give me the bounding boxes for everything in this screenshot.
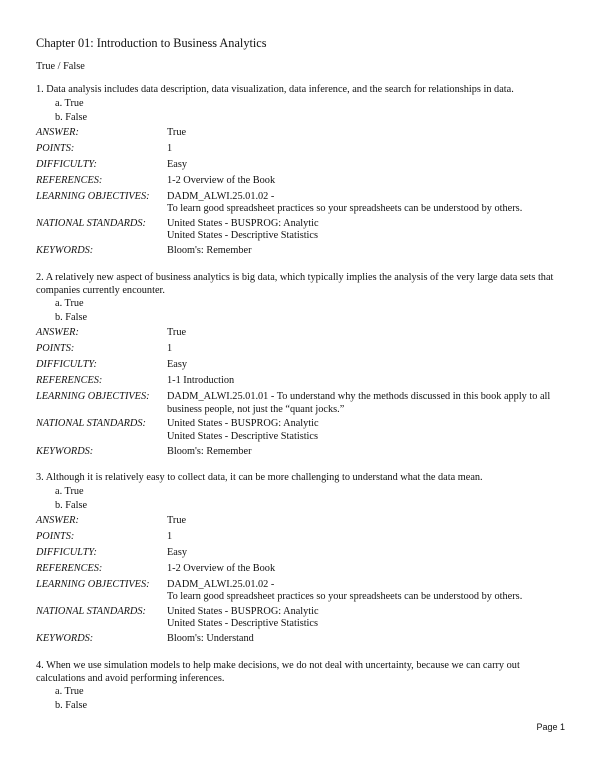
choice-b: b. False bbox=[55, 700, 88, 712]
points-row bbox=[36, 529, 564, 545]
answer-row bbox=[36, 513, 564, 529]
learning-objectives-label: LEARNING OBJECTIVES: bbox=[36, 391, 150, 403]
national-standards-label: NATIONAL STANDARDS: bbox=[36, 217, 146, 229]
choice-a: a. True bbox=[55, 686, 84, 698]
national-standards-value bbox=[167, 416, 564, 443]
national-standard-line: United States - Descriptive Statistics bbox=[167, 430, 318, 442]
difficulty-label: DIFFICULTY: bbox=[36, 158, 97, 170]
difficulty-row bbox=[36, 357, 564, 373]
chapter-title: Chapter 01: Introduction to Business Analytics bbox=[36, 36, 267, 50]
references-label: REFERENCES: bbox=[36, 174, 103, 186]
learning-objective-line: DADM_ALWI.25.01.01 - To understand why the methods discussed in this book apply to all business people, not just the “quant jocks.” bbox=[167, 391, 551, 415]
question-text: 2. A relatively new aspect of business analytics is big data, which typically implies the analysis of the very large data sets that companies currently encounter. bbox=[36, 272, 554, 296]
learning-objectives-label: LEARNING OBJECTIVES: bbox=[36, 578, 150, 590]
keywords-row bbox=[36, 444, 564, 460]
national-standards-row bbox=[36, 416, 564, 443]
national-standards-label: NATIONAL STANDARDS: bbox=[36, 418, 146, 430]
references-value: 1-1 Introduction bbox=[167, 375, 235, 387]
difficulty-value: Easy bbox=[167, 359, 188, 371]
references-value: 1-2 Overview of the Book bbox=[167, 174, 276, 186]
question-3 bbox=[36, 472, 564, 647]
answer-label: ANSWER: bbox=[36, 514, 79, 526]
choice-b: b. False bbox=[55, 312, 88, 324]
question-4 bbox=[36, 660, 564, 713]
references-label: REFERENCES: bbox=[36, 562, 103, 574]
learning-objectives-row bbox=[36, 389, 564, 416]
references-value: 1-2 Overview of the Book bbox=[167, 562, 276, 574]
question-text: 3. Although it is relatively easy to collect data, it can be more challenging to understand what the data mean. bbox=[36, 472, 483, 483]
national-standard-line: United States - Descriptive Statistics bbox=[167, 618, 318, 630]
keywords-label: KEYWORDS: bbox=[36, 244, 94, 256]
difficulty-label: DIFFICULTY: bbox=[36, 546, 97, 558]
learning-objective-line: To learn good spreadsheet practices so your spreadsheets can be understood by others. bbox=[167, 591, 523, 603]
question-text: 4. When we use simulation models to help make decisions, we do not deal with uncertainty, because we can carry out calculations and avoid performing inferences. bbox=[36, 660, 520, 684]
answer-value: True bbox=[167, 514, 187, 526]
difficulty-value: Easy bbox=[167, 158, 188, 170]
keywords-label: KEYWORDS: bbox=[36, 632, 94, 644]
national-standards-row bbox=[36, 216, 564, 243]
answer-label: ANSWER: bbox=[36, 126, 79, 138]
references-row bbox=[36, 373, 564, 389]
difficulty-row bbox=[36, 545, 564, 561]
points-label: POINTS: bbox=[36, 343, 75, 355]
references-label: REFERENCES: bbox=[36, 375, 103, 387]
points-label: POINTS: bbox=[36, 530, 75, 542]
learning-objectives-row bbox=[36, 577, 564, 604]
points-label: POINTS: bbox=[36, 142, 75, 154]
difficulty-row bbox=[36, 157, 564, 173]
national-standards-value bbox=[167, 216, 564, 243]
national-standard-line: United States - BUSPROG: Analytic bbox=[167, 418, 319, 430]
points-row bbox=[36, 341, 564, 357]
question-2 bbox=[36, 272, 564, 460]
references-row bbox=[36, 561, 564, 577]
choice-a: a. True bbox=[55, 97, 84, 109]
learning-objective-line: To learn good spreadsheet practices so your spreadsheets can be understood by others. bbox=[167, 203, 523, 215]
national-standards-label: NATIONAL STANDARDS: bbox=[36, 605, 146, 617]
keywords-value: Bloom's: Understand bbox=[167, 632, 254, 644]
references-row bbox=[36, 173, 564, 189]
points-value: 1 bbox=[167, 343, 173, 355]
learning-objectives-value bbox=[167, 189, 564, 216]
section-label: True / False bbox=[36, 61, 85, 72]
keywords-value: Bloom's: Remember bbox=[167, 244, 252, 256]
keywords-row bbox=[36, 243, 564, 259]
answer-value: True bbox=[167, 327, 187, 339]
learning-objective-line: DADM_ALWI.25.01.02 - bbox=[167, 190, 275, 202]
difficulty-label: DIFFICULTY: bbox=[36, 359, 97, 371]
learning-objective-line: DADM_ALWI.25.01.02 - bbox=[167, 578, 275, 590]
learning-objectives-row bbox=[36, 189, 564, 216]
national-standards-row bbox=[36, 604, 564, 631]
page-number: Page 1 bbox=[536, 722, 565, 732]
question-text: 1. Data analysis includes data description, data visualization, data inference, and the search for relationships in data. bbox=[36, 84, 514, 95]
choice-a: a. True bbox=[55, 298, 84, 310]
national-standard-line: United States - BUSPROG: Analytic bbox=[167, 217, 319, 229]
choice-a: a. True bbox=[55, 485, 84, 497]
learning-objectives-value bbox=[167, 389, 564, 416]
keywords-row bbox=[36, 631, 564, 647]
choice-b: b. False bbox=[55, 111, 88, 123]
keywords-value: Bloom's: Remember bbox=[167, 445, 252, 457]
national-standards-value bbox=[167, 604, 564, 631]
keywords-label: KEYWORDS: bbox=[36, 445, 94, 457]
points-value: 1 bbox=[167, 142, 173, 154]
answer-row bbox=[36, 325, 564, 341]
answer-label: ANSWER: bbox=[36, 327, 79, 339]
learning-objectives-label: LEARNING OBJECTIVES: bbox=[36, 190, 150, 202]
answer-row bbox=[36, 125, 564, 141]
points-value: 1 bbox=[167, 530, 173, 542]
answer-value: True bbox=[167, 126, 187, 138]
national-standard-line: United States - Descriptive Statistics bbox=[167, 230, 318, 242]
national-standard-line: United States - BUSPROG: Analytic bbox=[167, 605, 319, 617]
question-1 bbox=[36, 84, 564, 259]
learning-objectives-value bbox=[167, 577, 564, 604]
points-row bbox=[36, 141, 564, 157]
difficulty-value: Easy bbox=[167, 546, 188, 558]
choice-b: b. False bbox=[55, 499, 88, 511]
